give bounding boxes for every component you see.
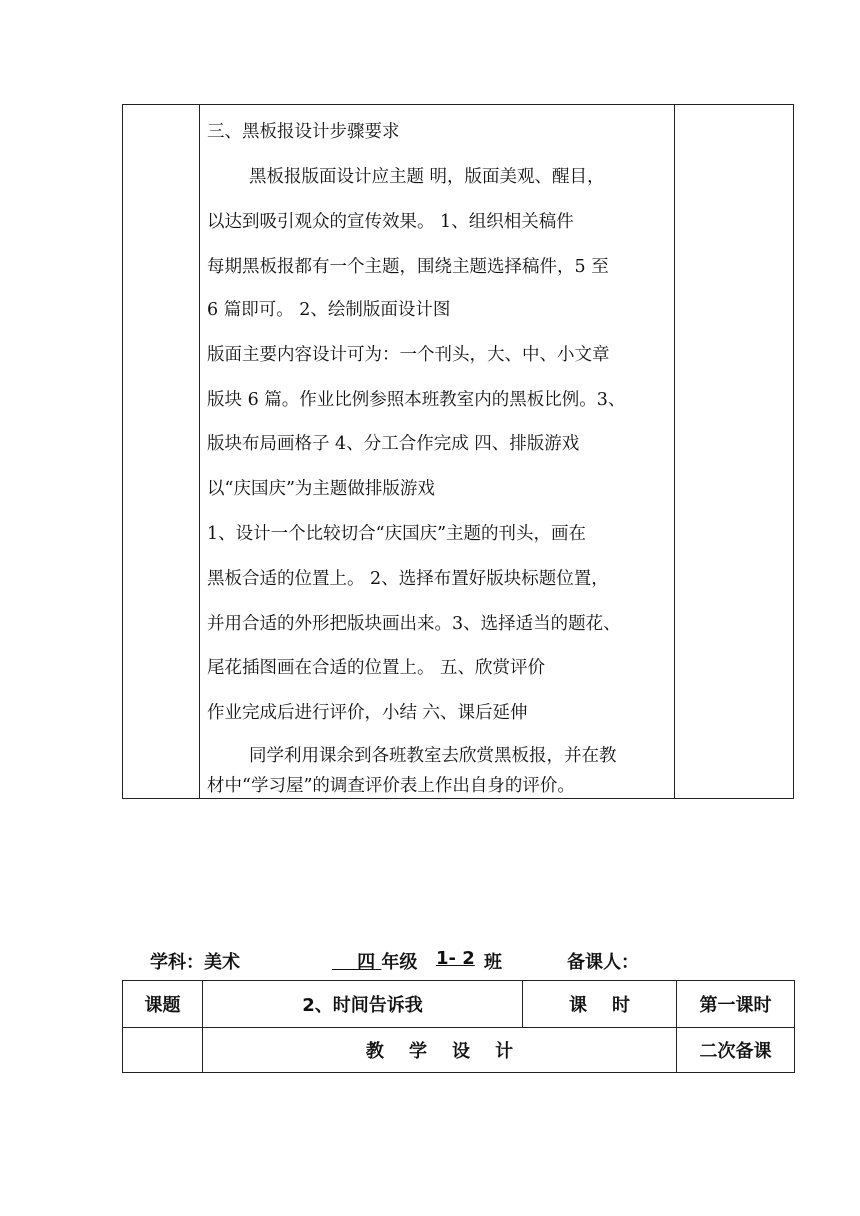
preparer-label: 备课人： (567, 952, 639, 973)
period-value: 第一课时 (699, 995, 772, 1016)
class-label: 班 (484, 952, 502, 973)
paragraph-line: 同学利用课余到各班教室去欣赏黑板报，并在教 (249, 746, 617, 766)
lesson-info-table (122, 980, 795, 1073)
paragraph-line: 以“庆国庆”为主题做排版游戏 (207, 479, 435, 499)
paragraph-line: 尾花插图画在合适的位置上。 五、欣赏评价 (207, 658, 546, 678)
teaching-design-label: 教 学 设 计 (365, 1041, 514, 1062)
paragraph-line: 材中“学习屋”的调查评价表上作出自身的评价。 (207, 776, 575, 796)
lesson-plan-table-continued (122, 104, 794, 799)
paragraph-line: 版块布局画格子 4、分工合作完成 四、排版游戏 (207, 434, 580, 454)
topic-label: 课题 (144, 995, 181, 1016)
paragraph-line: 并用合适的外形把版块画出来。3、选择适当的题花、 (207, 614, 621, 634)
second-prep-column (674, 105, 793, 798)
paragraph-line: 每期黑板报都有一个主题，围绕主题选择稿件，5 至 (207, 257, 609, 277)
paragraph-line: 版块 6 篇。作业比例参照本班教室内的黑板比例。3、 (207, 390, 626, 410)
section-heading: 三、黑板报设计步骤要求 (207, 122, 400, 142)
paragraph-line: 以达到吸引观众的宣传效果。 1、组织相关稿件 (207, 212, 574, 232)
grade-field (332, 948, 417, 974)
paragraph-line: 黑板合适的位置上。 2、选择布置好版块标题位置， (207, 569, 609, 589)
topic-value: 2、时间告诉我 (302, 995, 423, 1016)
left-column (123, 105, 200, 798)
second-prep-label: 二次备课 (699, 1041, 772, 1062)
paragraph-line: 版面主要内容设计可为：一个刊头，大、中、小文章 (207, 345, 610, 365)
paragraph-line: 1、设计一个比较切合“庆国庆”主题的刊头，画在 (207, 524, 587, 544)
paragraph-line: 6 篇即可。 2、绘制版面设计图 (207, 300, 451, 320)
class-value: 1- 2 (436, 948, 475, 969)
grade-value: 四 (357, 952, 376, 973)
paragraph-line: 作业完成后进行评价，小结 六、课后延伸 (207, 703, 528, 723)
period-label: 课 时 (568, 995, 631, 1016)
grade-label: 年级 (381, 952, 418, 973)
paragraph-line: 黑板报版面设计应主题 明，版面美观、醒目， (249, 167, 605, 187)
subject-label: 学科：美术 (150, 952, 240, 973)
